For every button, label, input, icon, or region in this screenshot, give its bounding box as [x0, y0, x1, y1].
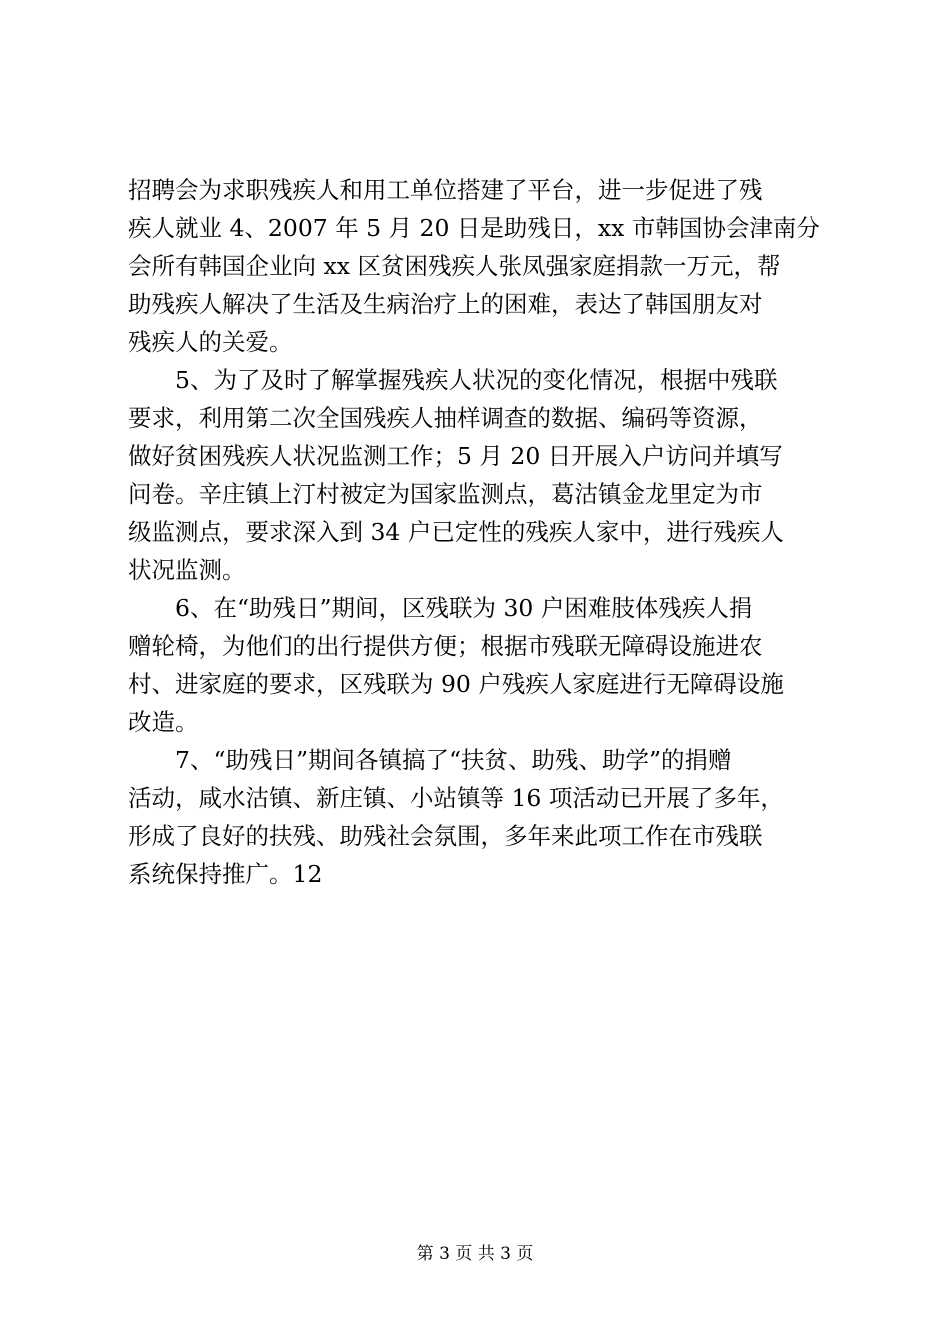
text-line: 级监测点，要求深入到 34 户已定性的残疾人家中，进行残疾人 [128, 518, 784, 546]
text-line: 会所有韩国企业向 xx 区贫困残疾人张凤强家庭捐款一万元，帮 [128, 252, 781, 280]
text-line: 7、“助残日”期间各镇搞了“扶贫、助残、助学”的捐赠 [175, 746, 732, 774]
paragraph-4 [128, 741, 828, 893]
text-line: 招聘会为求职残疾人和用工单位搭建了平台，进一步促进了残 [128, 176, 763, 204]
text-line: 疾人就业 4、2007 年 5 月 20 日是助残日，xx 市韩国协会津南分 [128, 214, 820, 242]
document-body [128, 171, 828, 893]
text-line: 助残疾人解决了生活及生病治疗上的困难，表达了韩国朋友对 [128, 290, 763, 318]
paragraph-3 [128, 589, 828, 741]
text-line: 活动，咸水沽镇、新庄镇、小站镇等 16 项活动已开展了多年， [128, 784, 784, 812]
text-line: 问卷。辛庄镇上汀村被定为国家监测点，葛沽镇金龙里定为市 [128, 480, 763, 508]
page-number-footer: 第 3 页 共 3 页 [416, 1244, 534, 1264]
text-line: 做好贫困残疾人状况监测工作；5 月 20 日开展入户访问并填写 [128, 442, 783, 470]
text-line: 状况监测。 [128, 556, 246, 584]
text-line: 形成了良好的扶残、助残社会氛围，多年来此项工作在市残联 [128, 822, 763, 850]
text-line: 改造。 [128, 708, 199, 736]
text-line: 村、进家庭的要求，区残联为 90 户残疾人家庭进行无障碍设施 [128, 670, 784, 698]
text-line: 残疾人的关爱。 [128, 328, 293, 356]
text-line: 赠轮椅，为他们的出行提供方便；根据市残联无障碍设施进农 [128, 632, 763, 660]
paragraph-1 [128, 171, 828, 361]
text-line: 6、在“助残日”期间，区残联为 30 户困难肢体残疾人捐 [175, 594, 753, 622]
text-line: 要求，利用第二次全国残疾人抽样调查的数据、编码等资源， [128, 404, 763, 432]
text-line: 系统保持推广。12 [128, 860, 323, 888]
text-line: 5、为了及时了解掌握残疾人状况的变化情况，根据中残联 [175, 366, 778, 394]
paragraph-2 [128, 361, 828, 589]
